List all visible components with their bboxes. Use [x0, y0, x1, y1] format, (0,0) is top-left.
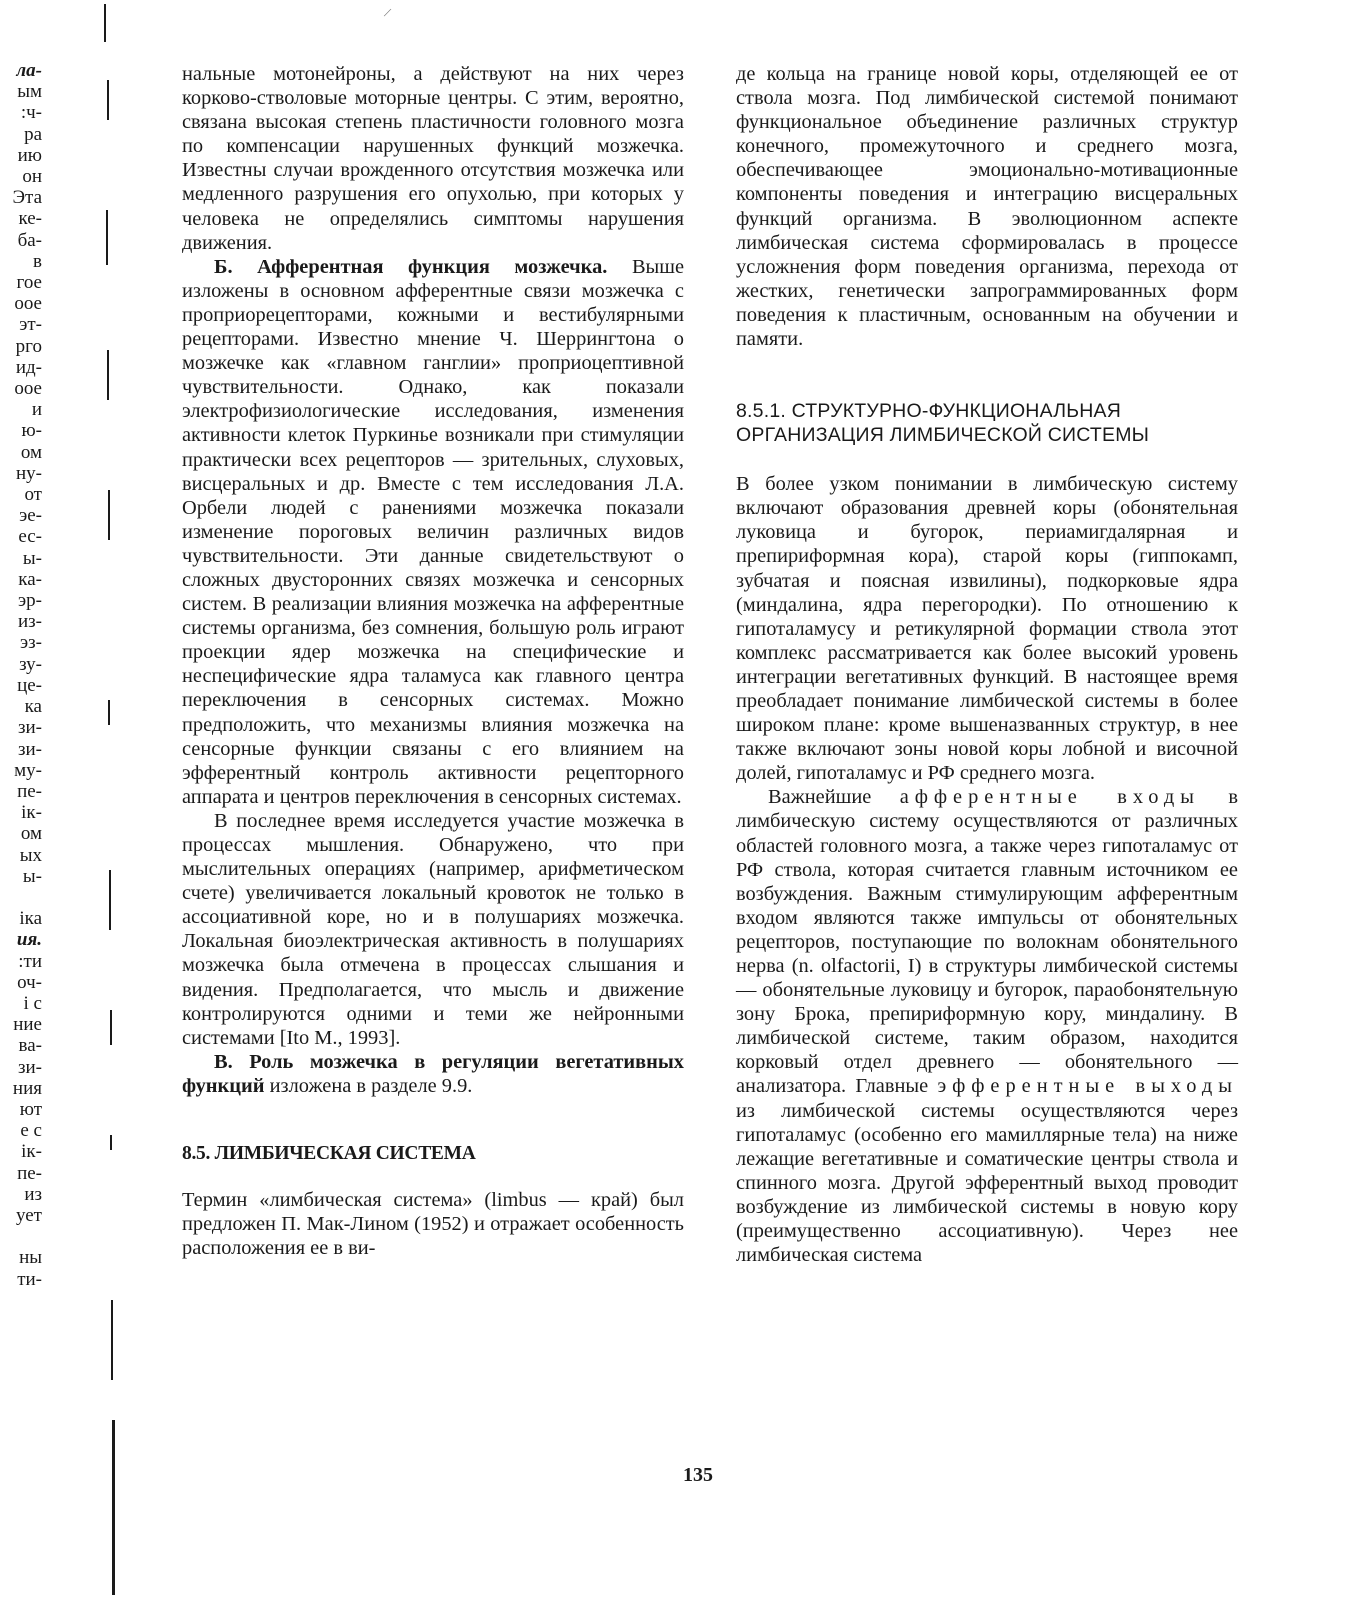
paragraph-text: изложена в разделе 9.9. — [264, 1074, 473, 1097]
margin-fragment: и — [31, 399, 42, 421]
margin-fragment: ым — [17, 81, 42, 103]
margin-fragment: ю- — [21, 420, 42, 442]
margin-fragment: ік- — [21, 1141, 42, 1163]
margin-fragment: ых — [19, 844, 42, 866]
gutter-rule — [110, 1010, 112, 1045]
margin-fragment: ка- — [18, 568, 42, 590]
margin-fragment: ует — [16, 1204, 42, 1226]
margin-fragment: зи- — [17, 738, 42, 760]
paragraph-text: Важнейшие — [768, 786, 900, 809]
margin-fragment: ид- — [15, 356, 42, 378]
margin-fragment: і с — [23, 992, 42, 1014]
margin-fragment: оое — [14, 293, 42, 315]
gutter-rule — [107, 350, 109, 400]
margin-fragment — [0, 887, 42, 908]
paragraph-inputs-outputs — [736, 785, 1238, 1267]
margin-fragment: зу- — [19, 653, 42, 675]
margin-fragment: ия. — [16, 929, 42, 951]
paragraph: Термин «лимбическая система» (limbus — край) был предложен П. Мак-Лином (1952) и отражает особенность расположения ее в ви- — [182, 1189, 684, 1260]
margin-fragment: іка — [19, 908, 42, 930]
margin-fragment: зи- — [17, 1056, 42, 1078]
margin-fragment: рго — [15, 335, 42, 357]
scan-mark: / — [382, 5, 393, 22]
margin-fragment: ке- — [18, 208, 42, 230]
paragraph: нальные мотонейроны, а действуют на них через корково-стволовые моторные центры. С этим, вероятно, связана высокая степень пластичности головного мозга по компенсации нарушенных функций мозжечка. Известны случаи врожденного отсутствия мозжечка или медленного разрушения его опухолью, при которых у человека не определялись симптомы нарушения движения. — [182, 63, 684, 254]
gutter-rule — [104, 4, 106, 42]
spaced-term: эфферентные выходы — [937, 1075, 1238, 1098]
margin-fragment: му- — [14, 759, 42, 781]
gutter-rule — [108, 700, 110, 725]
section-heading: 8.5. ЛИМБИЧЕСКАЯ СИСТЕМА — [182, 1143, 476, 1165]
paragraph-vegetative-role — [182, 1050, 684, 1098]
paragraph-text: Выше изложены в основном афферентные связи мозжечка с проприорецепторами, кожными и вестибулярными рецепторами. Известно мнение Ч. Шеррингтона о мозжечке как «главном ганглии» проприоцептивной чувствительности. Однако, как показали электрофизиологические исследования, изменения активности клеток Пуркинье возникали при стимуляции практически всех рецепторов — зрительных, слуховых, висцеральных и др. Вместе с тем исследования Л.А. Орбели людей с ранениями мозжечка показали изменение пороговых величин различных видов чувствительности. Эти данные свидетельствуют о сложных двусторонних связях мозжечка и сенсорных систем. В реализации влияния мозжечка на афферентные системы организма, без сомнения, большую роль играют проекции ядер мозжечка на специфические и неспецифические ядра таламуса как главного центра переключения в сенсорных системах. Можно предположить, что механизмы влияния мозжечка на сенсорные функции связаны с его влиянием на эфферентный контроль активности рецепторного аппарата и центров переключения в сенсорных системах. — [182, 255, 684, 808]
margin-fragment: :ти — [18, 950, 42, 972]
margin-fragment: ну- — [16, 462, 42, 484]
left-column — [182, 62, 684, 1260]
margin-fragment: ом — [20, 441, 42, 463]
margin-fragment: ом — [20, 823, 42, 845]
gutter-rule — [106, 210, 108, 265]
margin-fragment: эз- — [20, 632, 42, 654]
paragraph: В последнее время исследуется участие мозжечка в процессах мышления. Обнаружено, что при мыслительных операциях (например, арифметическом счете) увеличивается локальный кровоток не только в ассоциативной коре, но и в полушариях мозжечка. Локальная биоэлектрическая активность в полушариях мозжечка была отмечена в процессах слышания и видения. Предполагается, что мысль и движение контролируются одними и теми же нейронными системами [Ito M., 1993]. — [182, 809, 684, 1049]
margin-fragment: ние — [13, 1014, 42, 1036]
margin-fragment: ес- — [18, 526, 42, 548]
margin-fragment: ка — [24, 696, 42, 718]
gutter-rule — [112, 1420, 115, 1595]
margin-fragment: ы- — [22, 547, 42, 569]
previous-page-margin-fragments — [0, 60, 42, 1290]
paragraph-afferent-function — [182, 255, 684, 809]
right-column — [736, 62, 1238, 1267]
margin-fragment: ба- — [17, 229, 42, 251]
margin-fragment: ют — [19, 1098, 42, 1120]
spaced-term: афферентные входы — [899, 786, 1200, 809]
gutter-rule — [108, 490, 110, 540]
margin-fragment: пе- — [17, 1162, 42, 1184]
gutter-rule — [107, 80, 109, 120]
margin-fragment: из- — [17, 611, 42, 633]
paragraph: В более узком понимании в лимбическую систему включают образования древней коры (обонятельная луковица и бугорок, периамигдалярная и препириформная кора), старой коры (гиппокамп, зубчатая и поясная извилины), подкорковые ядра (миндалина, ядра перегородки). По отношению к гипоталамусу и ретикулярной формации ствола этот комплекс рассматривается как более высокий уровень интеграции вегетативных функций. В настоящее время преобладает понимание лимбической системы в более широком плане: кроме вышеназванных структур, в нее также включают зоны новой коры лобной и височной долей, гипоталамус и РФ среднего мозга. — [736, 473, 1238, 785]
paragraph-text: в лимбическую систему осуществляются от различных областей головного мозга, а также через гипоталамус от РФ ствола, которая считается главным источником ее возбуждения. Важным стимулирующим афферентным входом являются также импульсы от обонятельных рецепторов, поступающие по волокнам обонятельного нерва (n. olfactorii, I) в структуры лимбической системы — обонятельные луковицу и бугорок, параобонятельную зону Брока, препириформную кору, миндалину. В лимбической системе, таким образом, находится корковый отдел древнего — обонятельного — анализатора. Главные — [736, 786, 1238, 1098]
margin-fragment: це- — [17, 674, 42, 696]
margin-fragment: :ч- — [20, 102, 42, 124]
margin-fragment: ла- — [16, 60, 42, 81]
subsection-heading-line: ОРГАНИЗАЦИЯ ЛИМБИЧЕСКОЙ СИСТЕМЫ — [736, 424, 1150, 447]
margin-fragment: оч- — [17, 971, 42, 993]
margin-fragment: эр- — [18, 590, 42, 612]
margin-fragment: ва- — [18, 1035, 42, 1057]
margin-fragment: ік- — [21, 802, 42, 824]
margin-fragment: из — [24, 1183, 42, 1205]
margin-fragment: от — [24, 484, 42, 506]
margin-fragment: ти- — [17, 1268, 42, 1290]
paragraph-text: из лимбической системы осуществляются через гипоталамус (особенно его мамиллярные тела) на ниже лежащие вегетативные и соматические центры ствола и спинного мозга. Другой эфферентный выход проводит возбуждение из лимбической системы в новую кору (преимущественно ассоциативную). Через нее лимбическая система — [736, 1099, 1238, 1267]
margin-fragment: ы- — [22, 865, 42, 887]
margin-fragment: оое — [14, 378, 42, 400]
margin-fragment: в — [33, 250, 42, 272]
gutter-rule — [110, 1135, 112, 1150]
margin-fragment: он — [22, 166, 42, 188]
margin-fragment — [0, 1226, 42, 1247]
margin-fragment: ны — [19, 1247, 42, 1269]
margin-fragment: е с — [20, 1120, 42, 1142]
subsection-heading — [736, 399, 1238, 447]
run-in-heading: Б. Афферентная функция мозжечка. — [214, 255, 608, 278]
margin-fragment: гое — [16, 272, 42, 294]
page-number: 135 — [683, 1464, 713, 1486]
margin-fragment: эт- — [19, 314, 42, 336]
margin-fragment: эе- — [19, 505, 42, 527]
paragraph: де кольца на границе новой коры, отделяющей ее от ствола мозга. Под лимбической системой понимают функциональное объединение различных структур конечного, промежуточного и среднего мозга, обеспечивающее эмоционально-мотивационные компоненты поведения и интеграцию висцеральных функций организма. В эволюционном аспекте лимбическая система сформировалась в процессе усложнения форм поведения организма, перехода от жестких, генетически запрограммированных форм поведения к пластичным, основанным на обучении и памяти. — [736, 63, 1238, 351]
gutter-rule — [111, 1300, 113, 1380]
run-in-heading: В. Роль мозжечка в регуляции вегетативных функций — [182, 1050, 684, 1097]
subsection-heading-line: 8.5.1. СТРУКТУРНО-ФУНКЦИОНАЛЬНАЯ — [736, 400, 1121, 423]
margin-fragment: ра — [24, 123, 42, 145]
gutter-rule — [109, 870, 111, 930]
margin-fragment: пе- — [17, 780, 42, 802]
margin-fragment: ию — [17, 144, 42, 166]
margin-fragment: ния — [12, 1077, 42, 1099]
margin-fragment: зи- — [17, 717, 42, 739]
margin-fragment: Эта — [12, 187, 42, 209]
